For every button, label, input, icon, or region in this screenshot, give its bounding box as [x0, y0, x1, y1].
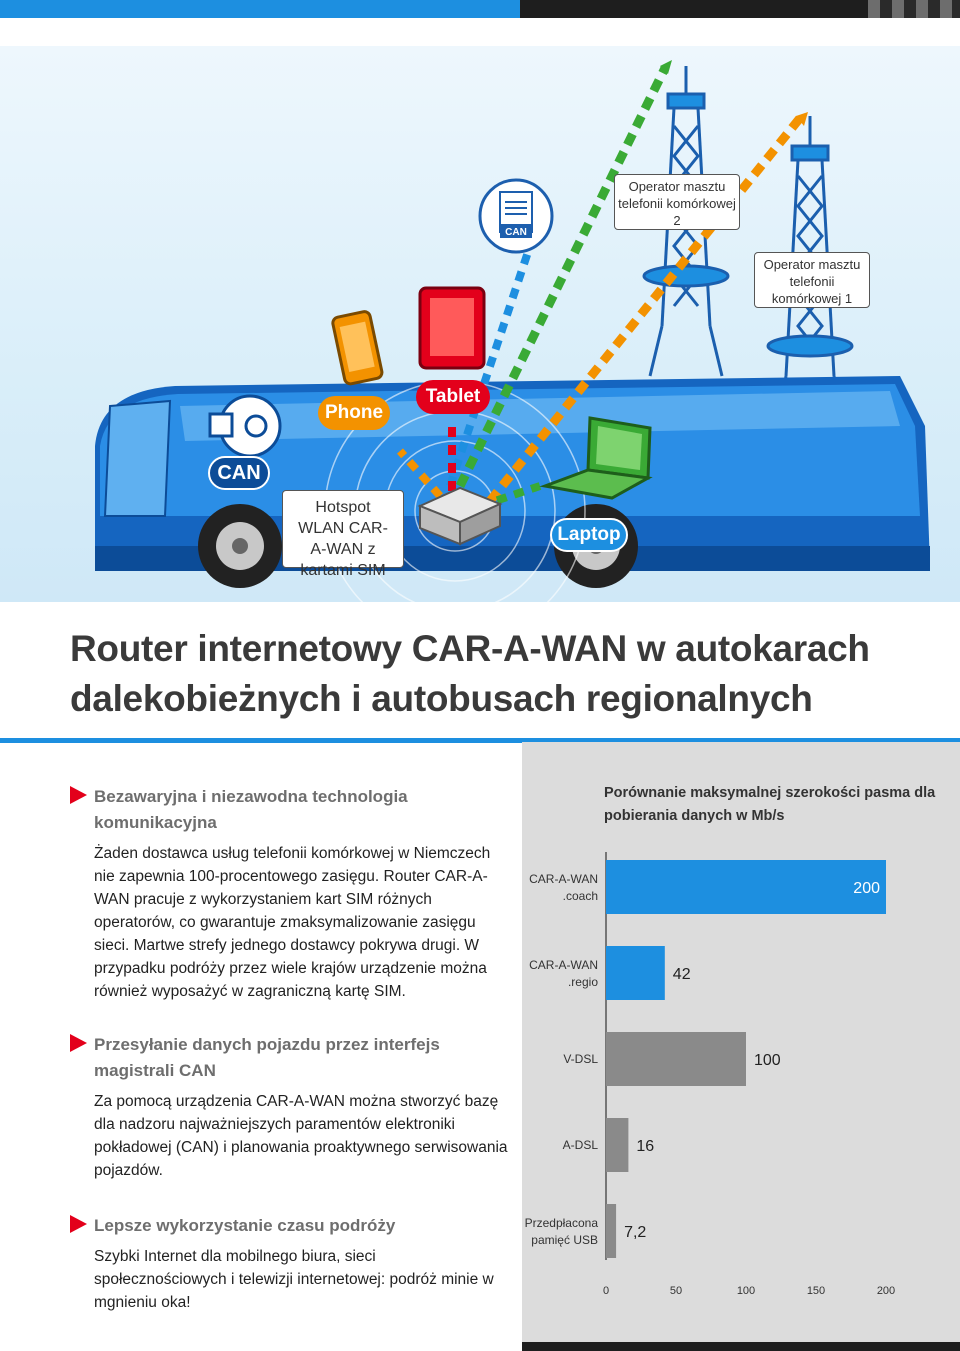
- chart-value-label: 42: [672, 966, 691, 983]
- section-heading: Lepsze wykorzystanie czasu podróży: [94, 1216, 396, 1235]
- can-doc-label: CAN: [505, 227, 527, 238]
- chart-bar: [606, 946, 665, 1000]
- chart-x-tick-label: 50: [669, 1285, 683, 1297]
- section-arrow-icon: [70, 1034, 87, 1052]
- chart-category-label: CAR-A-WAN: [529, 958, 598, 972]
- section-can-data: [70, 1032, 510, 1182]
- chart-value-label: 16: [636, 1138, 655, 1155]
- chart-category-label: .regio: [567, 975, 598, 989]
- chart-x-tick-label: 150: [806, 1285, 826, 1297]
- chart-category-label: CAR-A-WAN: [529, 872, 598, 886]
- chart-title: Porównanie maksymalnej szerokości pasma dla pobierania danych w Mb/s: [604, 785, 936, 824]
- bus-illustration: [0, 46, 960, 602]
- mast-2-label: Operator masztu telefonii komórkowej 2: [614, 174, 740, 230]
- section-arrow-icon: [70, 786, 87, 804]
- section-body: Szybki Internet dla mobilnego biura, sieci społecznościowych i telewizji internetowej: podróż minie w mgnieniu oka!: [94, 1248, 494, 1311]
- chart-x-tick-label: 0: [602, 1285, 610, 1297]
- can-document-icon: [480, 180, 552, 252]
- bottom-strip: [522, 1342, 960, 1351]
- bandwidth-chart: [522, 742, 960, 1342]
- chart-category-label: V-DSL: [563, 1052, 598, 1066]
- hotspot-label: Hotspot WLAN CAR-A-WAN z kartami SIM: [282, 490, 404, 568]
- phone-pill: Phone: [318, 396, 390, 430]
- chart-value-label: 200: [853, 880, 880, 897]
- section-body: Żaden dostawca usług telefonii komórkowej w Niemczech nie zapewnia 100-procentowego zasięgu. Router CAR-A-WAN pracuje z wykorzystaniem kart SIM różnych operatorów, co gwarantuje zmaksymalizowanie zasięgu sieci. Martwe strefy jednego dostawcy pokrywa drugi. W przypadku podróży przez wiele krajów urządzenie można również wyposażyć w zagraniczną kartę SIM.: [94, 845, 491, 1000]
- page-title: Router internetowy CAR-A-WAN w autokarach dalekobieżnych i autobusach regionalnych: [70, 628, 870, 719]
- tablet-pill: Tablet: [416, 380, 490, 414]
- chart-bar: [606, 1118, 628, 1172]
- chart-category-label: .coach: [562, 889, 598, 903]
- section-heading: Bezawaryjna i niezawodna technologia komunikacyjna: [94, 787, 408, 832]
- section-heading: Przesyłanie danych pojazdu przez interfejs magistrali CAN: [94, 1035, 440, 1080]
- tablet-icon: [420, 288, 484, 368]
- chart-x-tick-label: 200: [876, 1285, 896, 1297]
- chart-category-label: pamięć USB: [531, 1233, 598, 1247]
- laptop-pill: Laptop: [550, 518, 628, 552]
- illustration-svg: [0, 46, 960, 602]
- chart-bar: [606, 860, 886, 914]
- title-band: [0, 602, 960, 738]
- bottom-strip-left: [0, 1342, 522, 1351]
- section-reliability: [70, 784, 510, 1003]
- can-pill: CAN: [208, 456, 270, 490]
- mast-1-label: Operator masztu telefonii komórkowej 1: [754, 252, 870, 308]
- chart-x-tick-label: 100: [736, 1285, 756, 1297]
- top-color-strip: [0, 0, 960, 18]
- top-strip-checker: [868, 0, 960, 18]
- chart-bar: [606, 1032, 746, 1086]
- chart-value-label: 7,2: [624, 1224, 647, 1241]
- chart-category-label: Przedpłacona: [524, 1216, 598, 1230]
- bandwidth-chart-panel: [522, 742, 960, 1342]
- chart-value-label: 100: [754, 1052, 781, 1069]
- section-travel-time: [70, 1213, 510, 1314]
- top-strip-blue: [0, 0, 520, 18]
- section-arrow-icon: [70, 1215, 87, 1233]
- phone-icon: [332, 311, 383, 385]
- section-body: Za pomocą urządzenia CAR-A-WAN można stworzyć bazę dla nadzoru najważniejszych paramentów elektroniki pokładowej (CAN) i planowania proaktywnego serwisowania pojazdów.: [94, 1093, 508, 1179]
- chart-category-label: A-DSL: [562, 1138, 598, 1152]
- chart-bar: [606, 1204, 616, 1258]
- bus-wheel-front: [198, 504, 282, 588]
